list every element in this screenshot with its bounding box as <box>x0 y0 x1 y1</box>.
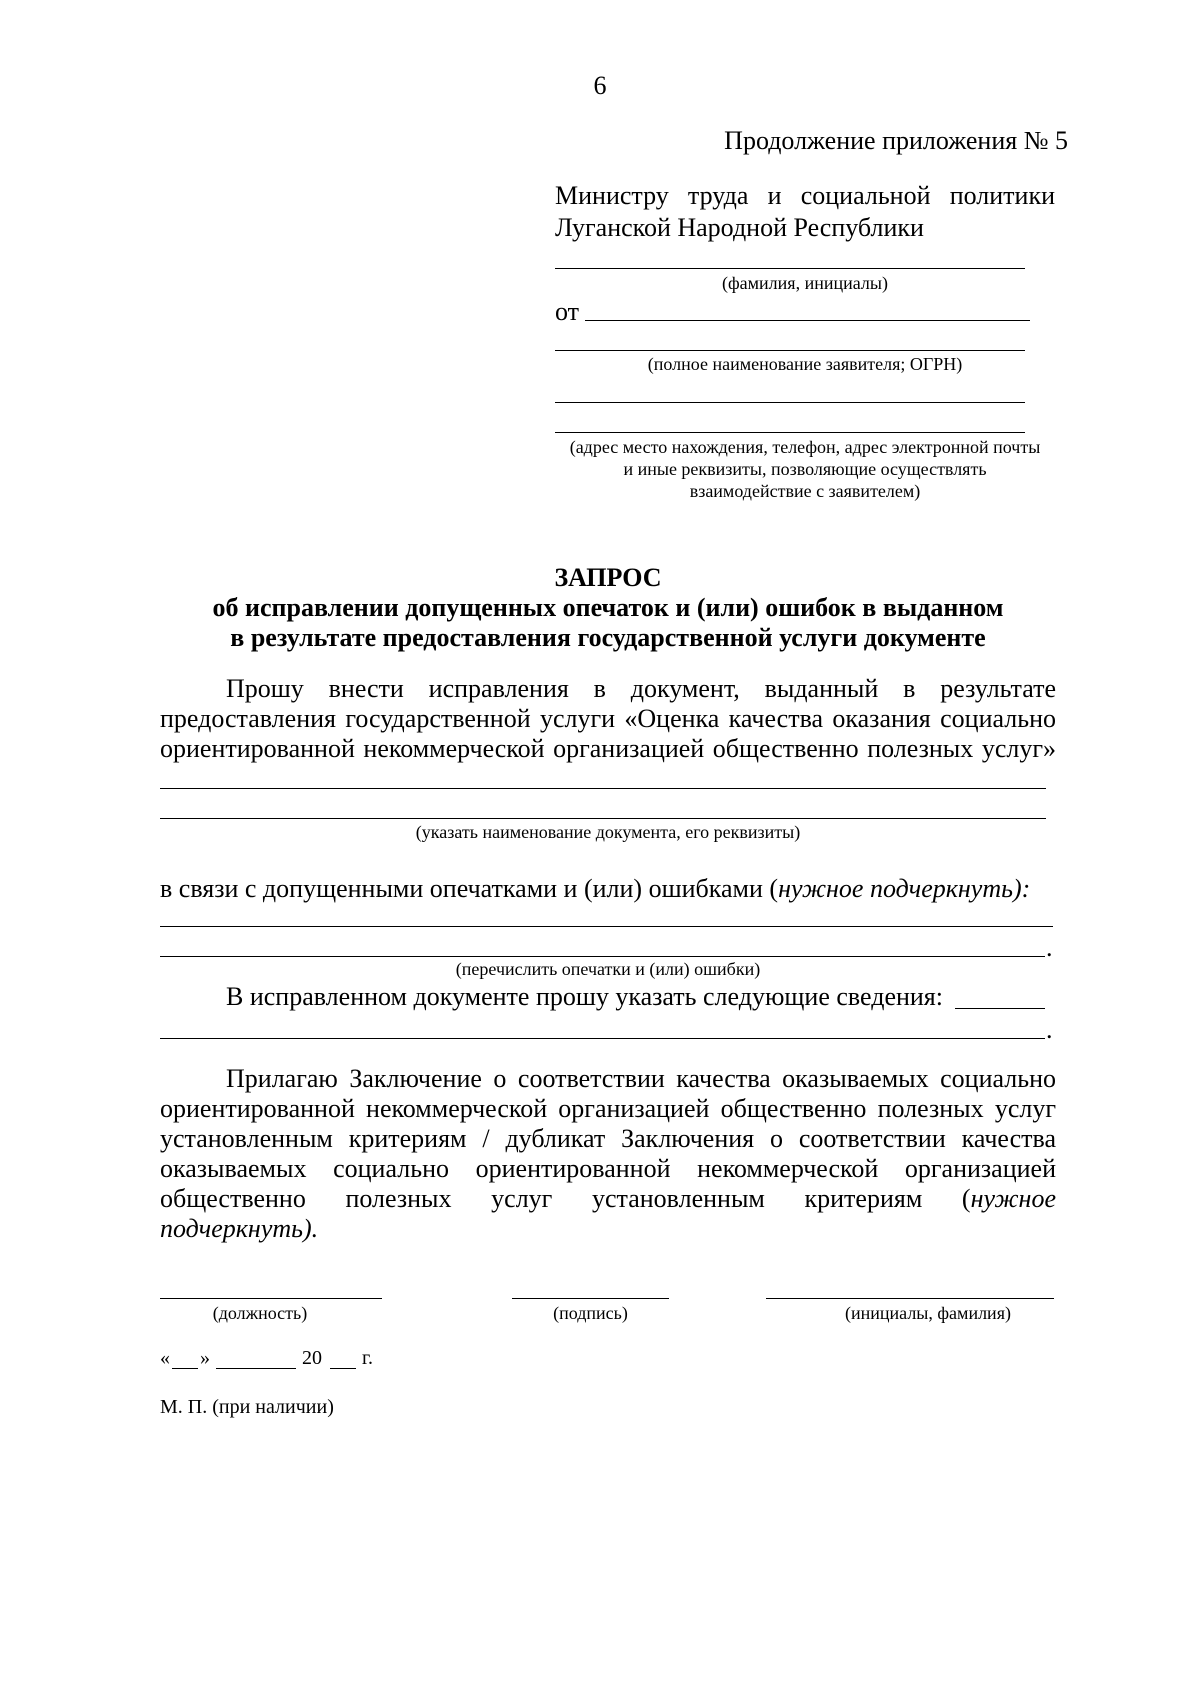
date-close-quote: » <box>200 1347 210 1369</box>
caption-address-3: взаимодействие с заявителем) <box>689 481 921 501</box>
from-label: от <box>555 297 580 326</box>
paragraph-3: В исправленном документе прошу указать следующие сведения: <box>226 982 943 1011</box>
paragraph-1-line-3: ориентированной некоммерческой организацией общественно полезных услуг» <box>160 734 1056 763</box>
year-blank-line[interactable] <box>330 1368 356 1369</box>
caption-address-1: (адрес место нахождения, телефон, адрес электронной почты <box>569 437 1041 457</box>
paragraph-2 <box>160 873 1056 905</box>
addressee-line-1: Министру труда и социальной политики <box>555 181 1055 210</box>
caption-document: (указать наименование документа, его реквизиты) <box>415 822 801 842</box>
paragraph-4-line-5 <box>160 1183 1056 1215</box>
month-blank-line[interactable] <box>216 1368 296 1369</box>
paragraph-4-line-3: установленным критериям / дубликат Заключения о соответствии качества <box>160 1124 1056 1153</box>
caption-applicant: (полное наименование заявителя; ОГРН) <box>647 354 963 374</box>
addressee-line-2: Луганской Народной Республики <box>555 213 924 242</box>
paragraph-1-line-2: предоставления государственной услуги «Оценка качества оказания социально <box>160 704 1056 733</box>
document-blank-line-1[interactable] <box>160 788 1046 789</box>
caption-position: (должность) <box>212 1303 308 1323</box>
paragraph-4-line-5-text: общественно полезных услуг установленным критериям ( <box>160 1184 971 1213</box>
name-blank-line[interactable] <box>555 268 1025 269</box>
name-signature-blank-line[interactable] <box>766 1298 1054 1299</box>
caption-errors: (перечислить опечатки и (или) ошибки) <box>455 959 761 979</box>
title-line-1: об исправлении допущенных опечаток и (или) ошибок в выданном <box>212 593 1004 622</box>
date-open-quote: « <box>160 1347 170 1369</box>
paragraph-4-line-2: ориентированной некоммерческой организацией общественно полезных услуг <box>160 1094 1056 1123</box>
paragraph-4-line-5-italic: нужное <box>970 1184 1056 1213</box>
paragraph-4-line-6-italic: подчеркнуть). <box>160 1214 319 1243</box>
errors-blank-line-1[interactable] <box>160 926 1053 927</box>
paragraph-4-line-4: оказываемых социально ориентированной некоммерческой организацией <box>160 1154 1056 1183</box>
info-blank-line-2[interactable] <box>160 1038 1045 1039</box>
info-period: . <box>1046 1015 1053 1044</box>
document-title: ЗАПРОС <box>554 563 662 592</box>
day-blank-line[interactable] <box>172 1368 198 1369</box>
page-number: 6 <box>593 71 607 100</box>
errors-blank-line-2[interactable] <box>160 956 1045 957</box>
caption-address-2: и иные реквизиты, позволяющие осуществлять <box>623 459 987 479</box>
document-blank-line-2[interactable] <box>160 818 1046 819</box>
date-line <box>160 1345 400 1375</box>
paragraph-4-line-6 <box>160 1213 1056 1245</box>
info-blank-line-1[interactable] <box>955 1008 1045 1009</box>
caption-initials: (инициалы, фамилия) <box>845 1303 1011 1323</box>
caption-name: (фамилия, инициалы) <box>722 273 888 293</box>
caption-signature: (подпись) <box>553 1303 628 1323</box>
paragraph-4-line-1: Прилагаю Заключение о соответствии качества оказываемых социально <box>226 1064 1056 1093</box>
appendix-note: Продолжение приложения № 5 <box>724 126 1068 155</box>
applicant-blank-line[interactable] <box>555 350 1025 351</box>
errors-period: . <box>1046 933 1053 962</box>
from-blank-line[interactable] <box>585 320 1030 321</box>
title-line-2: в результате предоставления государственной услуги документе <box>230 623 986 652</box>
stamp-note: М. П. (при наличии) <box>160 1396 334 1418</box>
year-suffix: г. <box>362 1347 373 1369</box>
paragraph-1-line-1: Прошу внести исправления в документ, выданный в результате <box>226 674 1056 703</box>
signature-blank-line[interactable] <box>512 1298 669 1299</box>
address-blank-line-2[interactable] <box>555 432 1025 433</box>
paragraph-2-italic: нужное подчеркнуть): <box>778 874 1031 903</box>
address-blank-line-1[interactable] <box>555 402 1025 403</box>
year-prefix: 20 <box>302 1347 322 1369</box>
position-blank-line[interactable] <box>160 1298 382 1299</box>
paragraph-2-text: в связи с допущенными опечатками и (или) ошибками ( <box>160 874 779 903</box>
